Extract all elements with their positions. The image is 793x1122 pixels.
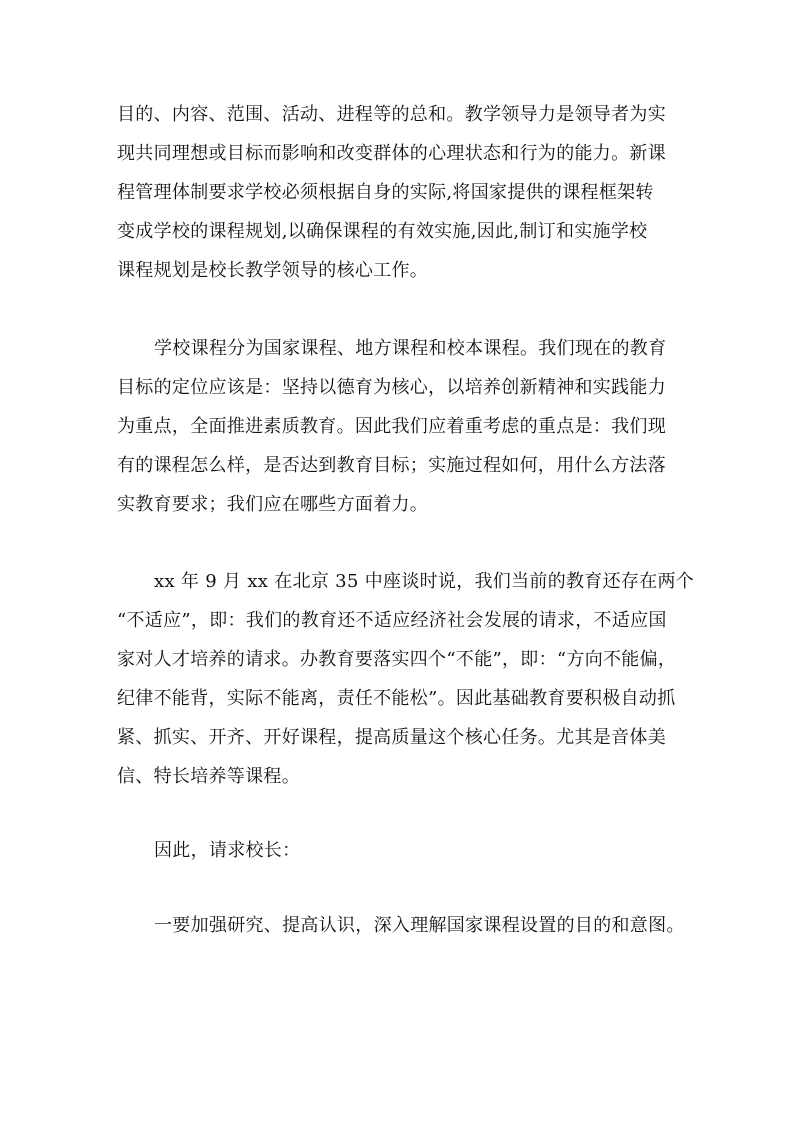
document-body [117, 95, 695, 945]
text-line: 学校课程分为国家课程、地方课程和校本课程。我们现在的教育 [154, 338, 667, 359]
text-line: “不适应”，即：我们的教育还不适应经济社会发展的请求，不适应国 [117, 610, 667, 631]
text-line: 家对人才培养的请求。办教育要落实四个“不能”，即：“方向不能偏， [117, 649, 677, 670]
paragraph [117, 562, 695, 796]
text-line: 一要加强研究、提高认识，深入理解国家课程设置的目的和意图。 [154, 915, 685, 936]
text-line: 目标的定位应该是：坚持以德育为核心，以培养创新精神和实践能力 [117, 377, 666, 398]
text-line: 有的课程怎么样，是否达到教育目标；实施过程如何，用什么方法落 [117, 455, 666, 476]
text-line: 实教育要求；我们应在哪些方面着力。 [117, 494, 429, 515]
text-line: 变成学校的课程规划,以确保课程的有效实施,因此,制订和实施学校 [117, 221, 648, 242]
text-line: xx 年 9 月 xx 在北京 35 中座谈时说，我们当前的教育还存在两个 [154, 571, 695, 592]
paragraph [117, 95, 683, 290]
text-line: 课程规划是校长教学领导的核心工作。 [117, 260, 429, 281]
paragraph [117, 906, 683, 945]
text-line: 为重点，全面推进素质教育。因此我们应着重考虑的重点是：我们现 [117, 416, 666, 437]
text-line: 信、特长培养等课程。 [117, 766, 300, 787]
paragraph [117, 329, 683, 524]
text-line: 现共同理想或目标而影响和改变群体的心理状态和行为的能力。新课 [117, 143, 666, 164]
text-line: 紧、抓实、开齐、开好课程，提高质量这个核心任务。尤其是音体美 [117, 727, 666, 748]
text-line: 纪律不能背，实际不能离，责任不能松”。因此基础教育要积极自动抓 [117, 688, 676, 709]
text-line: 目的、内容、范围、活动、进程等的总和。教学领导力是领导者为实 [117, 104, 666, 125]
text-line: 程管理体制要求学校必须根据自身的实际,将国家提供的课程框架转 [117, 182, 654, 203]
text-line: 因此，请求校长： [154, 840, 301, 861]
paragraph [117, 831, 683, 870]
